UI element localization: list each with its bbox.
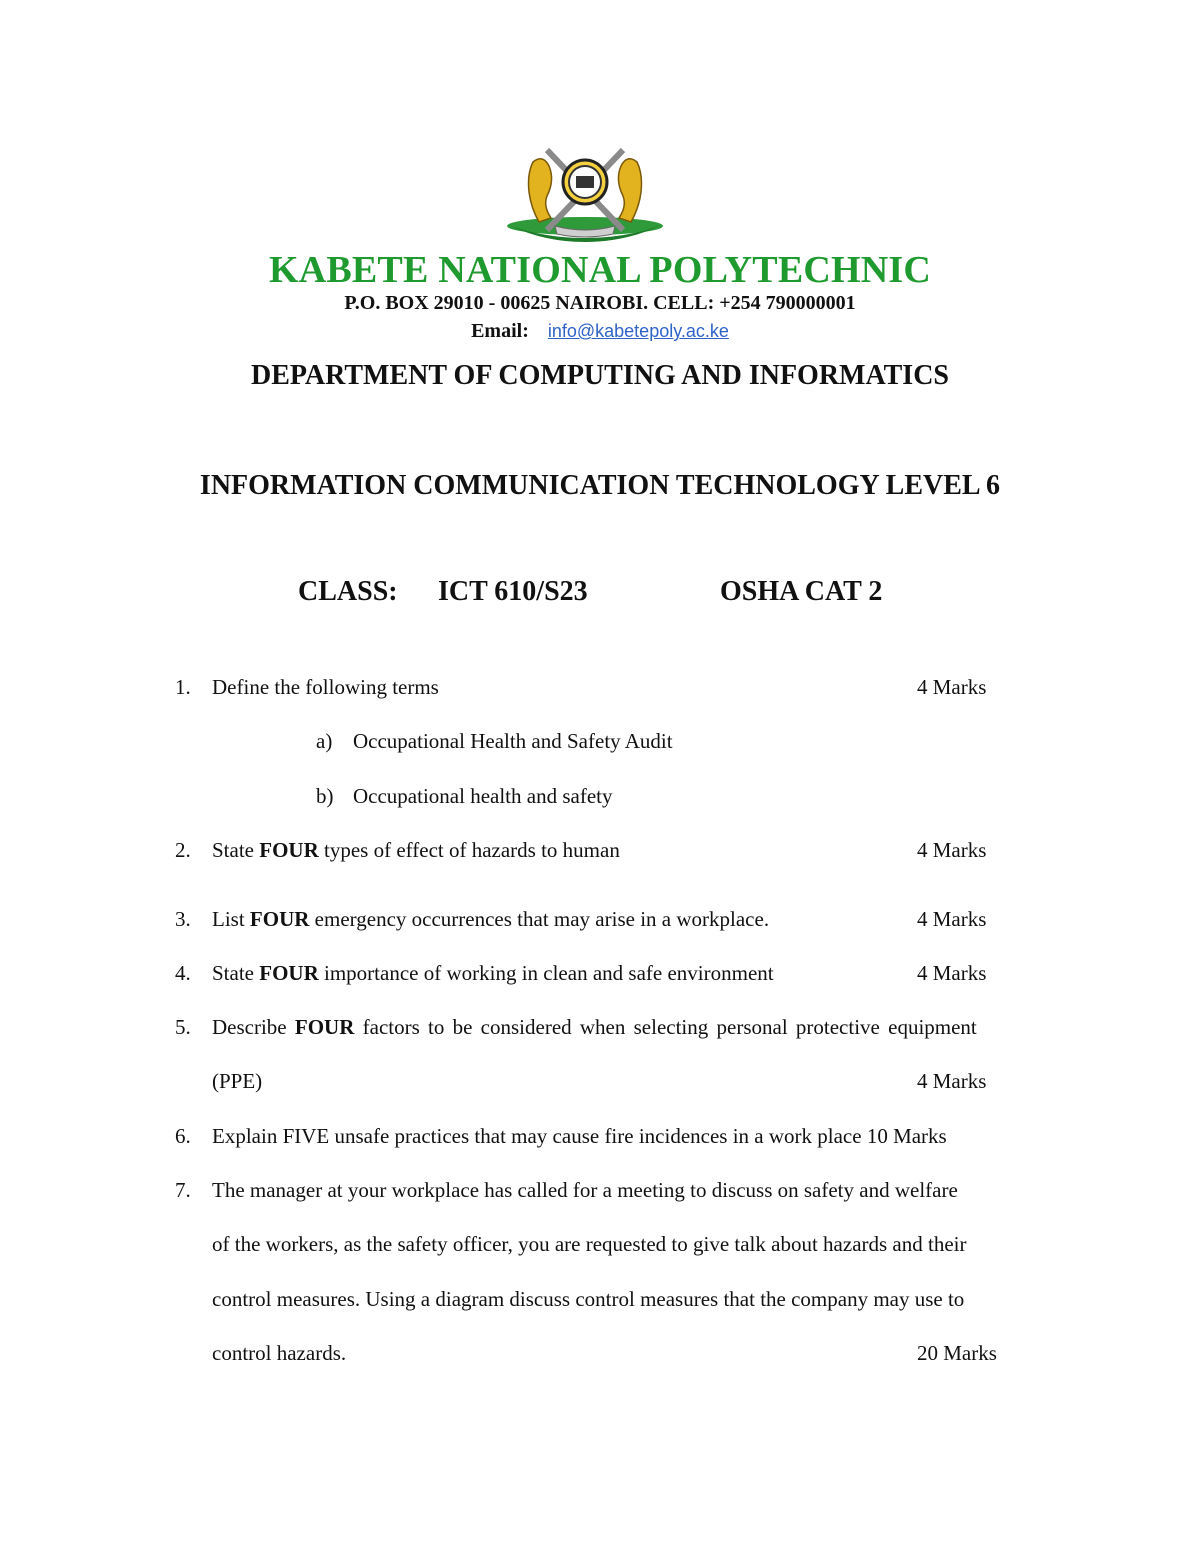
class-value: ICT 610/S23 [438,576,588,607]
exam-title: OSHA CAT 2 [720,576,883,607]
institution-name: KABETE NATIONAL POLYTECHNIC [268,249,932,291]
sub-question-text: Occupational Health and Safety Audit [353,729,673,753]
sub-question-letter: a) [316,729,333,753]
question-marks: 4 Marks [917,961,987,985]
question-marks: 4 Marks [917,838,987,862]
question-7-line-3 [0,1285,1200,1313]
question-marks: 4 Marks [917,675,987,699]
sub-question-a [0,727,1200,755]
question-marks: 4 Marks [917,1069,987,1093]
question-3 [0,905,1200,933]
question-text-continued: (PPE) [212,1069,263,1093]
question-7-line-4 [0,1339,1200,1367]
question-5 [0,1013,1200,1041]
program-title: INFORMATION COMMUNICATION TECHNOLOGY LEVEL 6 [199,470,1001,501]
question-4 [0,959,1200,987]
question-text: List FOUR emergency occurrences that may arise in a workplace. [212,907,770,931]
question-number: 6. [175,1124,191,1148]
email-link[interactable]: info@kabetepoly.ac.ke [547,321,729,341]
question-text: Explain FIVE unsafe practices that may cause fire incidences in a work place 10 Marks [212,1124,947,1148]
question-number: 4. [175,961,191,985]
question-text-line: control measures. Using a diagram discuss control measures that the company may use to [212,1287,965,1311]
question-text-line: of the workers, as the safety officer, you are requested to give talk about hazards and their [212,1232,967,1256]
department-title: DEPARTMENT OF COMPUTING AND INFORMATICS [251,360,949,391]
email-row [0,320,1200,343]
sub-question-b [0,782,1200,810]
question-1 [0,673,1200,701]
question-2 [0,836,1200,864]
question-marks: 20 Marks [917,1341,997,1365]
class-row [0,576,1200,616]
question-text: State FOUR importance of working in clean and safe environment [212,961,774,985]
sub-question-letter: b) [316,784,334,808]
question-number: 3. [175,907,191,931]
question-marks: 4 Marks [917,907,987,931]
institution-address: P.O. BOX 29010 - 00625 NAIROBI. CELL: +254 790000001 [344,292,856,314]
question-number: 2. [175,838,191,862]
question-6 [0,1122,1200,1150]
question-text-line: control hazards. [212,1341,347,1365]
question-7-line-2 [0,1230,1200,1258]
question-text: Describe FOUR factors to be considered when selecting personal protective equipment [212,1015,977,1039]
question-number: 5. [175,1015,191,1039]
question-text: Define the following terms [212,675,439,699]
question-number: 1. [175,675,191,699]
question-7 [0,1176,1200,1204]
question-text: State FOUR types of effect of hazards to human [212,838,620,862]
class-label: CLASS: [298,576,398,607]
question-5-line-2 [0,1067,1200,1095]
sub-question-text: Occupational health and safety [353,784,613,808]
email-label: Email: [471,320,529,342]
question-text-line: The manager at your workplace has called for a meeting to discuss on safety and welfare [212,1178,958,1202]
institution-logo [505,142,665,242]
question-number: 7. [175,1178,191,1202]
